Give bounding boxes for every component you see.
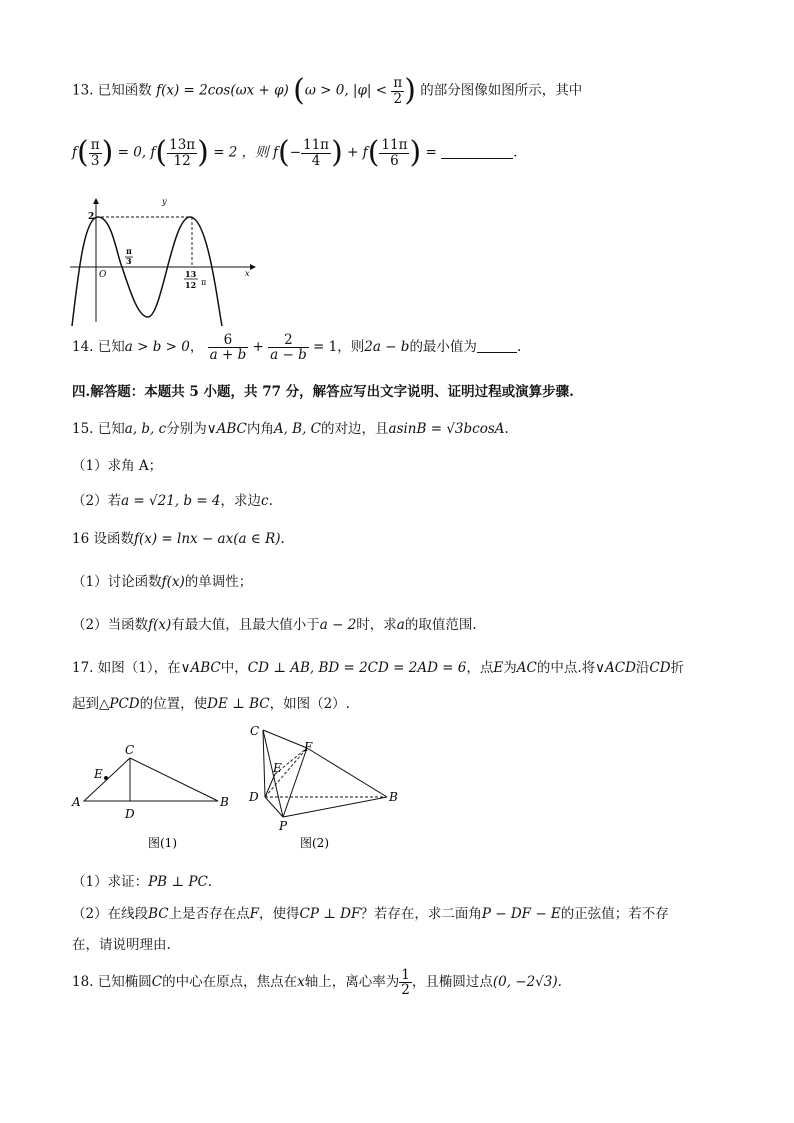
q17-part1: （1）求证：PB ⊥ PC. [72, 874, 213, 890]
fig1-label-C: C [125, 743, 135, 757]
q15-stem: 15. 已知a, b, c分别为∨ABC内角A, B, C的对边，且asinB = √3bcosA. [72, 421, 509, 437]
x-tick-pi-3-num: π [126, 246, 132, 256]
q15-part2: （2）若a = √21, b = 4，求边c. [72, 493, 273, 509]
fig2-label-C: C [250, 724, 260, 738]
y-tick-2: 2 [88, 212, 95, 222]
answer-blank-q14 [477, 340, 517, 353]
q14: 14. 已知a > b > 0， $\frac{6}{a + b}$ + $\frac{2}{a - b}$ = 1，则2a − b的最小值为 . [72, 332, 522, 364]
fig1-label-B: B [220, 795, 229, 809]
q16-part2: （2）当函数f(x)有最大值，且最大值小于a − 2时，求a的取值范围. [72, 617, 477, 633]
q15-number: 15. [72, 421, 94, 437]
fig1-label-D: D [125, 807, 135, 821]
x-tick-13-12-pi: π [201, 278, 207, 287]
q17-part2-line2: 在，请说明理由. [72, 937, 171, 953]
q16-stem: 16 设函数f(x) = lnx − ax(a ∈ R). [72, 531, 285, 547]
fig1-label-E: E [94, 767, 103, 781]
q13-line2: f( $\frac{\pi}{3}$ ) = 0, f( $\frac{13\pi}{12}$ ) = 2 ，则 f(− $\frac{11\pi}{4}$ ) + f( $\frac{11\pi}{6}$ ) = . [72, 135, 518, 170]
fig2-label-F-visible: F [304, 740, 313, 754]
fig2-label-B: B [389, 790, 398, 804]
x-tick-pi-3-den: 3 [126, 256, 132, 266]
fig1-caption: 图(1) [148, 836, 177, 850]
answer-blank-q13 [441, 146, 513, 159]
figure-1 [68, 738, 238, 858]
origin-label: O [99, 270, 107, 280]
x-tick-13-12-den: 12 [185, 280, 197, 290]
x-tick-13-12-num: 13 [185, 269, 197, 279]
q15-part1: （1）求角 A； [72, 458, 163, 474]
cosine-curve [72, 217, 222, 326]
fig2-caption: 图(2) [300, 836, 329, 850]
fig2-label-D: D [249, 790, 259, 804]
q13-function: f(x) = 2cos(ωx + φ) [156, 82, 289, 99]
q13-cosine-graph [62, 196, 262, 326]
fig2-label-E: E [273, 761, 282, 775]
q16-number: 16 [72, 531, 90, 547]
q17-stem-line2: 起到△PCD的位置，使DE ⊥ BC，如图（2）. [72, 696, 350, 712]
q17-part2-line1: （2）在线段BC上是否存在点F，使得CP ⊥ DF？若存在，求二面角P − DF − E的正弦值；若不存 [72, 906, 669, 922]
figure-2 [243, 720, 413, 858]
x-axis-label: x [245, 269, 250, 278]
section-title: 四.解答题：本题共 5 小题，共 77 分，解答应写出文字说明、证明过程或演算步骤. [72, 384, 574, 400]
fig2-label-P: P [279, 819, 288, 833]
q16-part1: （1）讨论函数f(x)的单调性； [72, 574, 253, 590]
q13-number: 13. [72, 82, 94, 99]
q17-stem-line1: 17. 如图（1），在∨ABC中，CD ⊥ AB, BD = 2CD = 2AD = 6，点E为AC的中点.将∨ACD沿CD折 [72, 660, 685, 676]
q18-stem: 18. 已知椭圆C的中心在原点，焦点在x轴上，离心率为 $\frac{1}{2}$ ，且椭圆过点(0, −2√3). [72, 967, 562, 999]
y-axis-label: y [162, 197, 167, 206]
q18-number: 18. [72, 974, 94, 991]
fig1-label-A: A [72, 795, 81, 809]
q14-number: 14. [72, 339, 94, 356]
q17-number: 17. [72, 660, 94, 676]
q13-line1: 13. 已知函数 f(x) = 2cos(ωx + φ) (ω > 0, |φ| < $\frac{\pi}{2}$ ) 的部分图像如图所示，其中 [72, 73, 583, 108]
